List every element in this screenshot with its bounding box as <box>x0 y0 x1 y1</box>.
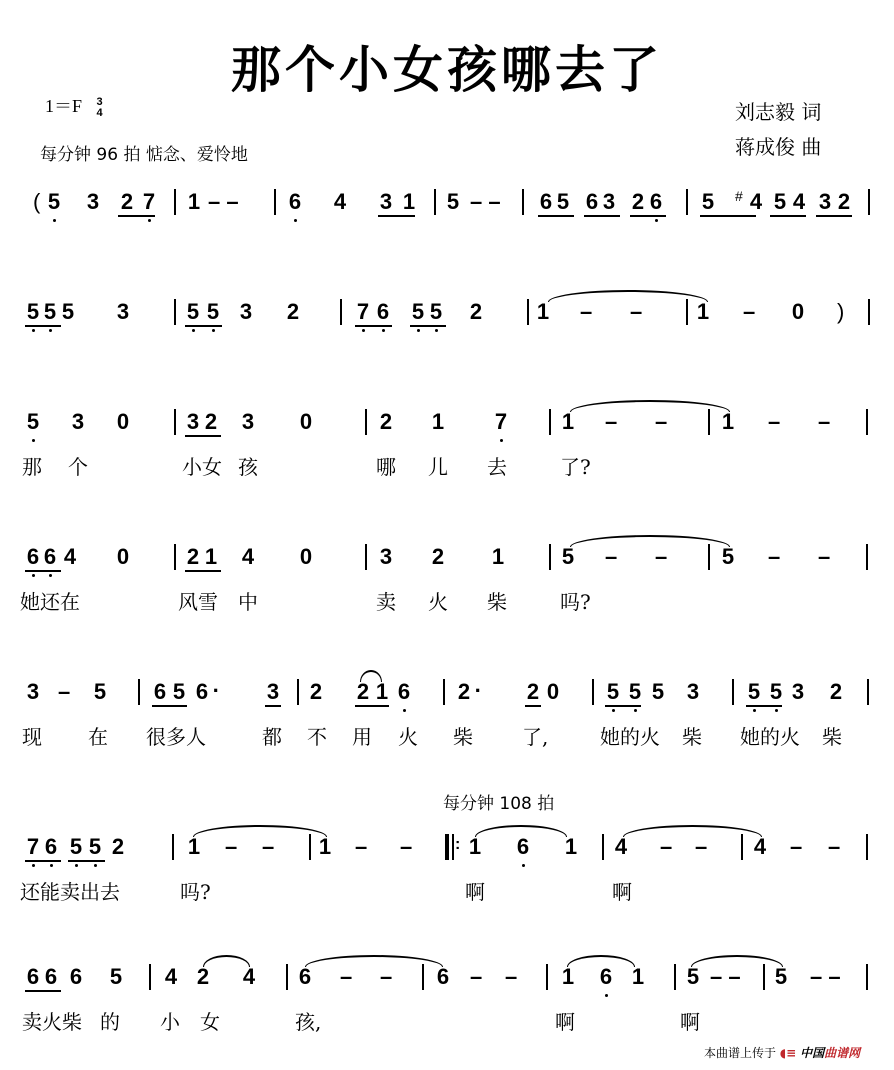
beam-underline <box>410 325 446 327</box>
beam-underline <box>185 570 221 572</box>
sustain-dash: – <box>470 964 483 989</box>
repeat-dots: : <box>455 836 461 853</box>
note: 5 <box>26 409 40 434</box>
key-signature <box>45 92 103 119</box>
sustain-dash: – <box>605 409 618 434</box>
beam-underline <box>700 215 756 217</box>
note: 6 <box>26 544 40 569</box>
note: 3 <box>186 409 200 434</box>
note: 5 <box>411 299 425 324</box>
tie-slur <box>691 955 783 967</box>
sustain-dash: – <box>743 299 756 324</box>
note: 0 <box>116 544 130 569</box>
note: 6 <box>26 964 40 989</box>
beam-underline <box>584 215 620 217</box>
note: 1 <box>491 544 505 569</box>
lyric: 还能卖出去 <box>20 880 120 904</box>
tie-slur <box>548 290 708 302</box>
barline <box>174 189 176 215</box>
note: 3 <box>818 189 832 214</box>
note: 5 <box>93 679 107 704</box>
note: 5 <box>61 299 75 324</box>
note: 5 <box>628 679 642 704</box>
note: 0 <box>299 544 313 569</box>
note: 6 <box>376 299 390 324</box>
tie-slur <box>360 670 382 682</box>
beam-underline <box>25 860 61 862</box>
tempo-marking: 每分钟 96 拍 惦念、爱怜地 <box>40 145 248 165</box>
sustain-dash: – <box>58 679 71 704</box>
note: 3 <box>379 544 393 569</box>
lyric: 风雪 <box>178 590 218 614</box>
note: 1 <box>187 834 201 859</box>
lyric: 柴 <box>682 725 702 749</box>
sustain-dash: – <box>262 834 275 859</box>
note: 5 <box>186 299 200 324</box>
key-label: 1＝F <box>45 96 83 116</box>
beam-underline <box>355 705 389 707</box>
sustain-dash: – <box>828 834 841 859</box>
tie-slur <box>623 825 762 837</box>
barline <box>174 409 176 435</box>
note: 4 <box>333 189 347 214</box>
repeat-start-thick <box>445 834 449 860</box>
note: 3 <box>266 679 280 704</box>
lyric: 不 <box>307 725 327 749</box>
note: 7 <box>494 409 508 434</box>
note: 3 <box>602 189 616 214</box>
note: 6 <box>516 834 530 859</box>
lyric: 的 <box>100 1010 120 1034</box>
barline <box>549 544 551 570</box>
note: 5 <box>561 544 575 569</box>
barline <box>602 834 604 860</box>
note: 1 <box>318 834 332 859</box>
sustain-dash: – <box>655 544 668 569</box>
note: 4 <box>614 834 628 859</box>
barline <box>522 189 524 215</box>
note: 1 <box>536 299 550 324</box>
barline <box>340 299 342 325</box>
tempo-change: 每分钟 108 拍 <box>443 794 555 814</box>
repeat-start-thin <box>452 834 454 860</box>
note: 6 <box>599 964 613 989</box>
barline <box>866 544 868 570</box>
barline <box>732 679 734 705</box>
footer-text: 本曲谱上传于 <box>704 1046 777 1060</box>
barline <box>443 679 445 705</box>
beam-underline <box>152 705 187 707</box>
note: 5 <box>769 679 783 704</box>
beam-underline <box>538 215 574 217</box>
note: 6 <box>539 189 553 214</box>
lyric: 啊 <box>612 880 632 904</box>
note: 5 <box>721 544 735 569</box>
note: 1 <box>631 964 645 989</box>
footer-upload-note <box>704 1044 860 1061</box>
note: 5 <box>446 189 460 214</box>
note: 6 <box>43 544 57 569</box>
lyric: 那 <box>22 455 42 479</box>
time-signature <box>97 97 103 119</box>
note: 0 <box>299 409 313 434</box>
beam-underline <box>185 325 222 327</box>
note: 4 <box>242 964 256 989</box>
lyric: 小 <box>160 1010 180 1034</box>
note: 5 <box>69 834 83 859</box>
sharp-sign: # <box>735 188 743 204</box>
bracket: ) <box>837 299 845 324</box>
lyric: 中 <box>238 590 258 614</box>
note: 3 <box>239 299 253 324</box>
barline <box>286 964 288 990</box>
note: 6 <box>288 189 302 214</box>
note: 2 <box>286 299 300 324</box>
sustain-dash: – <box>768 409 781 434</box>
lyric: 儿 <box>428 455 448 479</box>
note: 5 <box>206 299 220 324</box>
note: 2 <box>469 299 483 324</box>
note: 2 <box>379 409 393 434</box>
note: 1 <box>431 409 445 434</box>
tie-slur <box>203 955 250 967</box>
note: 6 · <box>194 680 210 704</box>
lyric: 去 <box>487 455 507 479</box>
lyric: 了, <box>522 725 549 749</box>
note: 1 <box>564 834 578 859</box>
barline <box>434 189 436 215</box>
sustain-dash: – <box>660 834 673 859</box>
beam-underline <box>605 705 641 707</box>
note: 3 <box>379 189 393 214</box>
barline <box>365 409 367 435</box>
note: 2 <box>111 834 125 859</box>
barline <box>868 299 870 325</box>
sustain-dash: – <box>340 964 353 989</box>
note: 2 <box>829 679 843 704</box>
note: 5 <box>606 679 620 704</box>
lyric: 都 <box>262 725 282 749</box>
sustain-dash: – <box>400 834 413 859</box>
tie-slur <box>570 535 730 547</box>
note: 5 <box>172 679 186 704</box>
sustain-dash: – <box>225 834 238 859</box>
beam-underline <box>630 215 666 217</box>
note: 5 <box>774 964 788 989</box>
lyric: 她的火 <box>600 725 660 749</box>
time-sig-bottom: 4 <box>96 106 103 119</box>
barline <box>868 189 870 215</box>
lyric: 她的火 <box>740 725 800 749</box>
barline <box>708 544 710 570</box>
barline <box>708 409 710 435</box>
lyric: 吗? <box>560 590 591 614</box>
site-logo-icon: ◖≡ <box>779 1046 797 1060</box>
note: 5 <box>651 679 665 704</box>
sustain-dash: – <box>505 964 518 989</box>
sustain-dash: – <box>355 834 368 859</box>
lyric: 个 <box>68 455 88 479</box>
note: 6 <box>69 964 83 989</box>
sustain-dash: – <box>380 964 393 989</box>
beam-underline <box>816 215 852 217</box>
site-logo-text-1: 中国 <box>800 1046 825 1060</box>
note: 4 <box>749 189 763 214</box>
barline <box>422 964 424 990</box>
beam-underline <box>185 435 221 437</box>
barline <box>741 834 743 860</box>
lyric: 卖火柴 <box>22 1010 82 1034</box>
lyric: 用 <box>352 725 372 749</box>
lyric: 女 <box>200 1010 220 1034</box>
barline <box>309 834 311 860</box>
sustain-dash: – <box>580 299 593 324</box>
note: 5 <box>26 299 40 324</box>
note: 2 <box>204 409 218 434</box>
note: 2 <box>309 679 323 704</box>
barline <box>174 544 176 570</box>
note: 2 · <box>456 680 472 704</box>
lyric: 柴 <box>487 590 507 614</box>
beam-underline <box>265 705 281 707</box>
beam-underline <box>25 570 61 572</box>
barline <box>674 964 676 990</box>
note: 1 <box>204 544 218 569</box>
note: 3 <box>86 189 100 214</box>
tie-slur <box>567 955 635 967</box>
note: 1 <box>468 834 482 859</box>
tie-slur <box>475 825 567 837</box>
barline <box>172 834 174 860</box>
barline <box>686 189 688 215</box>
barline <box>527 299 529 325</box>
note: 4 <box>63 544 77 569</box>
note: 5 <box>686 964 700 989</box>
beam-underline <box>25 325 61 327</box>
barline <box>592 679 594 705</box>
note: 3 <box>241 409 255 434</box>
barline <box>866 964 868 990</box>
barline <box>686 299 688 325</box>
sustain-dash: – <box>630 299 643 324</box>
note: 4 <box>164 964 178 989</box>
beam-underline <box>770 215 806 217</box>
lyric: 现 <box>22 725 42 749</box>
barline <box>149 964 151 990</box>
note: 0 <box>116 409 130 434</box>
site-logo-text-2: 曲谱网 <box>824 1046 861 1060</box>
song-title: 那个小女孩哪去了 <box>231 41 663 99</box>
note: 5 <box>109 964 123 989</box>
note: 2 <box>837 189 851 214</box>
lyric: 孩 <box>238 455 258 479</box>
note: 5 <box>773 189 787 214</box>
note: 5 <box>701 189 715 214</box>
sustain-dash: – <box>605 544 618 569</box>
sustain-dash: – <box>790 834 803 859</box>
note: 2 <box>196 964 210 989</box>
barline <box>546 964 548 990</box>
composer-credit: 蒋成俊 曲 <box>735 135 822 159</box>
note: 6 <box>649 189 663 214</box>
beam-underline <box>355 325 392 327</box>
note: 1 <box>721 409 735 434</box>
note: 6 <box>44 834 58 859</box>
sustain-dash: – <box>695 834 708 859</box>
barline <box>274 189 276 215</box>
barline <box>867 679 869 705</box>
note: 7 <box>26 834 40 859</box>
lyric: 很多人 <box>146 725 206 749</box>
barline <box>866 409 868 435</box>
lyric: 啊 <box>680 1010 700 1034</box>
sustain-dash: – – <box>710 964 741 989</box>
note: 7 <box>142 189 156 214</box>
tie-slur <box>193 825 327 837</box>
note: 5 <box>47 189 61 214</box>
note: 2 <box>431 544 445 569</box>
note: 6 <box>153 679 167 704</box>
note: 1 <box>402 189 416 214</box>
beam-underline <box>525 705 541 707</box>
barline <box>174 299 176 325</box>
barline <box>549 409 551 435</box>
lyricist-credit: 刘志毅 词 <box>735 100 822 124</box>
note: 1 <box>375 679 389 704</box>
note: 5 <box>429 299 443 324</box>
tie-slur <box>305 955 443 967</box>
note: 3 <box>686 679 700 704</box>
note: 4 <box>241 544 255 569</box>
barline <box>297 679 299 705</box>
lyric: 吗? <box>180 880 211 904</box>
lyric: 在 <box>88 725 108 749</box>
note: 5 <box>747 679 761 704</box>
lyric: 孩, <box>295 1010 322 1034</box>
barline <box>763 964 765 990</box>
note: 2 <box>356 679 370 704</box>
note: 1 <box>561 409 575 434</box>
lyric: 她还在 <box>20 590 80 614</box>
sustain-dash: – <box>818 409 831 434</box>
lyric: 火 <box>398 725 418 749</box>
note: 2 <box>120 189 134 214</box>
note: 0 <box>546 679 560 704</box>
beam-underline <box>25 990 61 992</box>
note: 6 <box>585 189 599 214</box>
note: 7 <box>356 299 370 324</box>
note: 4 <box>792 189 806 214</box>
beam-underline <box>68 860 105 862</box>
note: 1 <box>696 299 710 324</box>
lyric: 柴 <box>453 725 473 749</box>
beam-underline <box>746 705 782 707</box>
note: 3 <box>26 679 40 704</box>
note: 1 <box>187 189 201 214</box>
note: 0 <box>791 299 805 324</box>
note: 3 <box>791 679 805 704</box>
note: 2 <box>631 189 645 214</box>
lyric: 了? <box>560 455 591 479</box>
sustain-dash: – <box>818 544 831 569</box>
barline <box>866 834 868 860</box>
lyric: 啊 <box>465 880 485 904</box>
note: 6 <box>436 964 450 989</box>
sustain-dash: – – <box>208 189 239 214</box>
note: 2 <box>526 679 540 704</box>
lyric: 柴 <box>822 725 842 749</box>
note: 3 <box>116 299 130 324</box>
note: 5 <box>43 299 57 324</box>
note: 5 <box>556 189 570 214</box>
lyric: 火 <box>428 590 448 614</box>
sustain-dash: – – <box>810 964 841 989</box>
sustain-dash: – <box>768 544 781 569</box>
lyric: 啊 <box>555 1010 575 1034</box>
note: 4 <box>753 834 767 859</box>
lyric: 卖 <box>376 590 396 614</box>
note: 1 <box>561 964 575 989</box>
bracket: ( <box>33 189 41 214</box>
barline <box>365 544 367 570</box>
beam-underline <box>118 215 155 217</box>
note: 6 <box>298 964 312 989</box>
note: 3 <box>71 409 85 434</box>
note: 6 <box>397 679 411 704</box>
barline <box>138 679 140 705</box>
tie-slur <box>570 400 730 412</box>
lyric: 小女 <box>182 455 222 479</box>
sustain-dash: – – <box>470 189 501 214</box>
sustain-dash: – <box>655 409 668 434</box>
beam-underline <box>378 215 415 217</box>
time-sig-top: 3 <box>96 95 103 108</box>
note: 2 <box>186 544 200 569</box>
note: 6 <box>44 964 58 989</box>
note: 5 <box>88 834 102 859</box>
lyric: 哪 <box>376 455 396 479</box>
